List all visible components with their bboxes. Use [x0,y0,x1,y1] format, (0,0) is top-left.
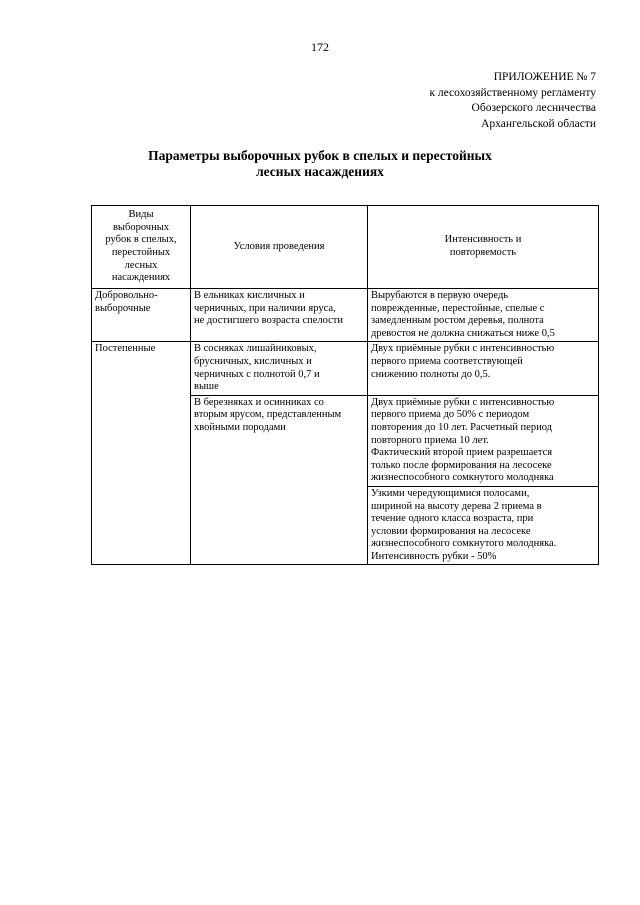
cell-intensity: Вырубаются в первую очередь поврежденные, перестойные, спелые с замедленным ростом деревья, полнота древостоя не должна снижаться ниже 0,5 [368,289,599,342]
cell-condition: В сосняках лишайниковых, брусничных, кисличных и черничных с полнотой 0,7 и выше [191,342,368,395]
appendix-line: ПРИЛОЖЕНИЕ № 7 [493,71,596,83]
table-row [92,342,599,395]
cell-condition: В ельниках кисличных и черничных, при наличии яруса, не достигшего возраста спелости [191,289,368,342]
header-cell-intensity: Интенсивность и повторяемость [368,206,599,289]
header-cell-type: Виды выборочных рубок в спелых, перестойных лесных насаждениях [92,206,191,289]
parameters-table [91,205,599,565]
cell-intensity: Двух приёмные рубки с интенсивностью первого приема соответствующей снижению полноты до 0,5. [368,342,599,395]
appendix-header [336,70,596,132]
page-number: 172 [311,40,329,54]
appendix-line: Обозерского лесничества [471,102,596,114]
table-row [92,289,599,342]
cell-intensity: Узкими чередующимися полосами, шириной на высоту дерева 2 приема в течение одного класса возраста, при условии формирования на лесосеке жизнеспособного сомкнутого молодняка. Интенсивность рубки - 50% [368,486,599,565]
header-cell-conditions: Условия проведения [191,206,368,289]
cell-condition: В березняках и осинниках со вторым ярусом, представленным хвойными породами [191,395,368,565]
document-title: Параметры выборочных рубок в спелых и перестойных лесных насаждениях [148,148,492,179]
cell-type: Добровольно- выборочные [92,289,191,342]
appendix-line: к лесохозяйственному регламенту [429,86,596,99]
cell-intensity: Двух приёмные рубки с интенсивностью первого приема до 50% с периодом повторения до 10 лет. Расчетный период повторного приема 10 лет. Фактический второй прием разрешается только после формирования на лесосеке жизнеспособного сомкнутого молодняка [368,395,599,486]
table-header-row [92,206,599,289]
appendix-line: Архангельской области [481,117,596,130]
cell-type: Постепенные [92,342,191,565]
